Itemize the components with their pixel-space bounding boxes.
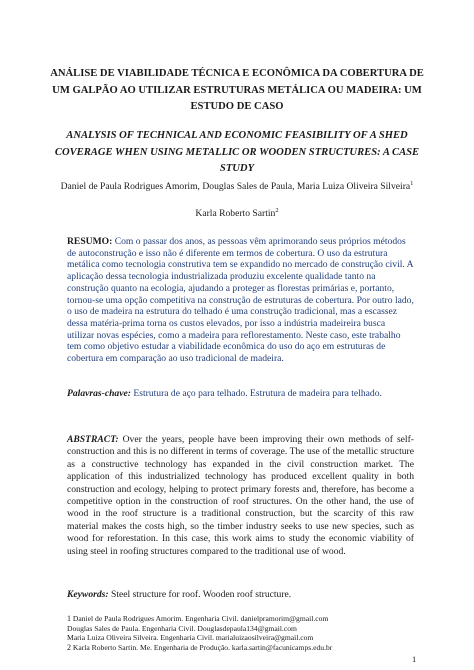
keywords-paragraph — [67, 589, 414, 601]
resumo-label: RESUMO: — [67, 236, 113, 247]
author-advisor — [30, 207, 444, 220]
resumo-text: Com o passar dos anos, as pessoas vêm aprimorando seus próprios métodos de autoconstrução e isso não é diferente em termos de cobertura. O uso da estrutura metálica como tecnologia construtiva tem se expandido no mercado de construção civil. A aplicação dessa tecnologia industrializada produziu excelente qualidade tanto na construção quanto na ecologia, ajudando a proteger as florestas primárias e, portanto, tornou-se uma opção competitiva na construção de estruturas de cobertura. Por outro lado, o uso de madeira na estrutura do telhado é uma construção tradicional, mas a escassez dessa matéria-prima torna os custos elevados, por isso a indústria madeireira busca utilizar novas espécies, como a madeira para reflorestamento. Neste caso, este trabalho tem como objetivo estudar a viabilidade econômica do uso do aço em estruturas de cobertura em comparação ao uso tradicional de madeira. — [67, 236, 414, 365]
footnote-1-line-3: Maria Luiza Oliveira Silveira. Engenharia Civil. marialuizaosilveira@gmail.com — [67, 633, 314, 643]
footnote-1-line-2: Douglas Sales de Paula. Engenharia Civil. Douglasdepaula134@gmail.com — [67, 623, 297, 633]
author-names: Daniel de Paula Rodrigues Amorim, Douglas Sales de Paula, Maria Luiza Oliveira Silveira — [60, 181, 411, 192]
footnote-mark-2: 2 — [275, 206, 279, 214]
title-english: ANALYSIS OF TECHNICAL AND ECONOMIC FEASIBILITY OF A SHED COVERAGE WHEN USING METALLIC OR WOODEN STRUCTURES: A CASE STUDY — [54, 130, 420, 174]
keywords-label: Keywords: — [67, 589, 109, 600]
title-portuguese: ANÁLISE DE VIABILIDADE TÉCNICA E ECONÔMICA DA COBERTURA DE UM GALPÃO AO UTILIZAR ESTRUTURAS METÁLICA OU MADEIRA: UM ESTUDO DE CASO — [50, 68, 424, 112]
palavras-chave-label: Palavras-chave: — [67, 388, 131, 399]
abstract-text: Over the years, people have been improving their own methods of self-construction and this is no different in terms of coverage. The use of the metallic structure as a constructive technology has expanded in the civil construction market. The application of this industrialized technology has produced excellent quality in both construction and ecology, helping to protect primary forests and, therefore, has become a competitive option in the construction of roof structures. On the other hand, the use of wood in the roof structure is a traditional construction, but the scarcity of this raw material makes the costs high, so the timber industry seeks to use new species, such as wood for reforestation. In this case, this work aims to study the economic viability of using steel in roofing structures compared to the traditional use of wood. — [67, 434, 414, 557]
footnote-2-mark: 2 — [67, 642, 71, 652]
author-list — [30, 180, 444, 193]
resumo-paragraph — [67, 236, 414, 365]
footnote-1-mark: 1 — [67, 614, 71, 623]
palavras-chave-text: Estrutura de aço para telhado. Estrutura de madeira para telhado. — [133, 388, 382, 399]
footnote-2-text: Karla Roberto Sartin. Me. Engenharia de Produção. karla.sartin@facunicamps.edu.br — [72, 642, 333, 652]
footnotes — [67, 614, 427, 652]
abstract-label: ABSTRACT: — [67, 434, 119, 445]
page-number: 1 — [412, 654, 417, 664]
footnote-1 — [67, 614, 427, 624]
advisor-name: Karla Roberto Sartin — [195, 208, 276, 219]
footnote-1-text: Daniel de Paula Rodrigues Amorim. Engenharia Civil. danielpramorim@gmail.com — [72, 614, 329, 623]
footnote-2 — [67, 643, 427, 653]
keywords-text: Steel structure for roof. Wooden roof structure. — [110, 589, 292, 600]
palavras-chave-paragraph — [67, 388, 414, 400]
abstract-paragraph — [67, 434, 414, 558]
footnote-mark-1: 1 — [410, 179, 414, 187]
